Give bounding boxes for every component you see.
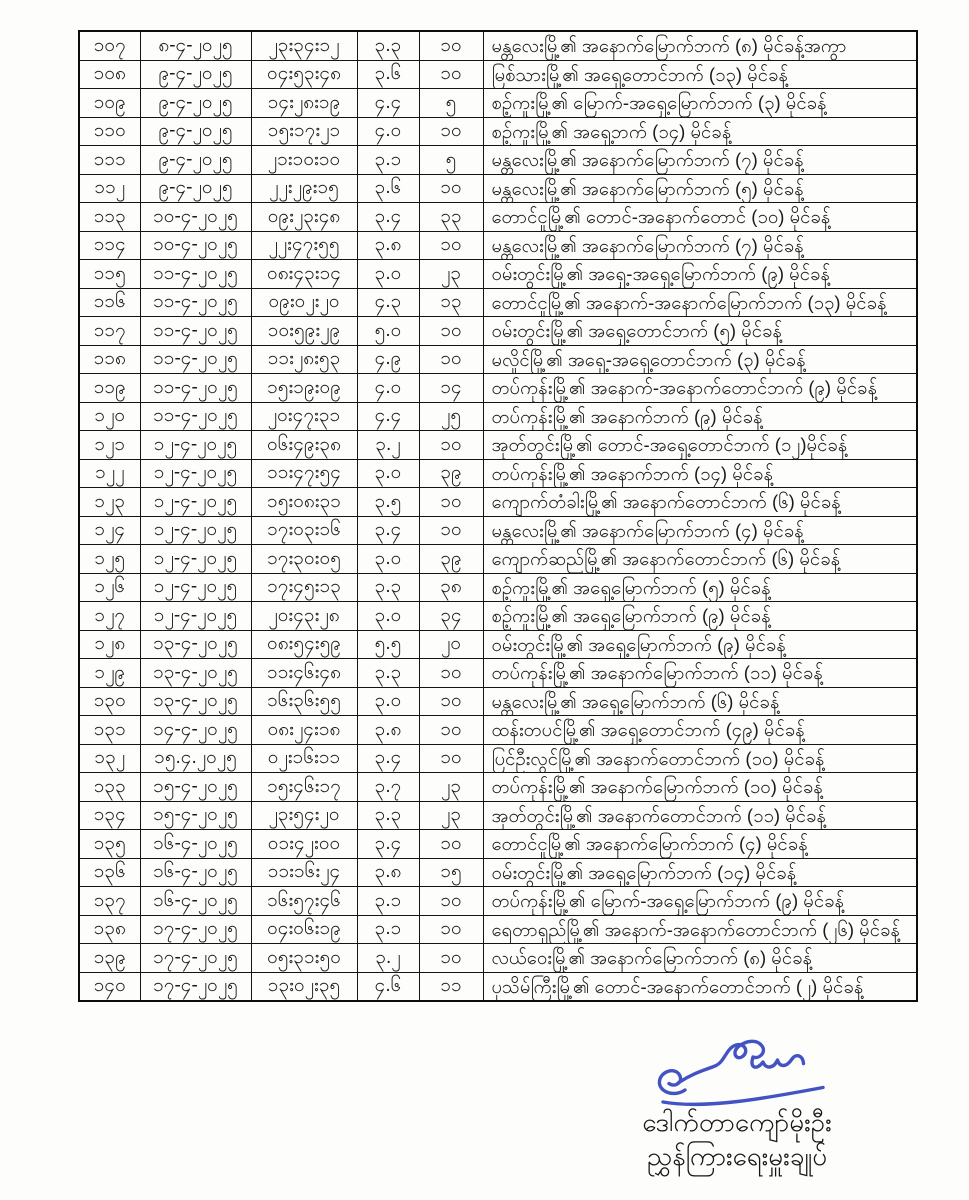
cell-date: ၁၇-၄-၂၀၂၅ [140, 915, 251, 944]
cell-location: မန္တလေးမြို့၏ အရှေ့မြောက်ဘက် (၆) မိုင်ခန့် [483, 687, 917, 716]
cell-time: ၂၁း၁၀း၁၀ [251, 146, 357, 175]
cell-serial-no: ၁၃၂ [79, 744, 140, 773]
cell-date: ၁၃-၄-၂၀၂၅ [140, 659, 251, 688]
cell-location: စဉ့်ကူးမြို့၏ မြောက်-အရှေ့မြောက်ဘက် (၃) မိုင်ခန့် [483, 89, 917, 118]
cell-date: ၁၀-၄-၂၀၂၅ [140, 231, 251, 260]
table-row [79, 117, 917, 146]
cell-location: လယ်ဝေးမြို့၏ အနောက်မြောက်ဘက် (၈) မိုင်ခန့် [483, 944, 917, 973]
cell-depth: ၁၀ [419, 174, 483, 203]
cell-magnitude: ၅.၅ [357, 630, 419, 659]
table-row [79, 801, 917, 830]
cell-magnitude: ၃.၀ [357, 687, 419, 716]
table-row [79, 716, 917, 745]
cell-location: ဝမ်းတွင်းမြို့၏ အရှေ့တောင်ဘက် (၅) မိုင်ခန့် [483, 317, 917, 346]
cell-location: တပ်ကုန်းမြို့၏ အနောက်ဘက် (၁၄) မိုင်ခန့် [483, 459, 917, 488]
cell-location: တပ်ကုန်းမြို့၏ အနောက်ဘက် (၉) မိုင်ခန့် [483, 402, 917, 431]
cell-location: ထန်းတပင်မြို့၏ အရှေ့တောင်ဘက် (၄၉) မိုင်ခန့် [483, 716, 917, 745]
cell-time: ၁၇း၃၀း၀၅ [251, 545, 357, 574]
cell-location: တောင်ငူမြို့၏ အနောက်-အနောက်မြောက်ဘက် (၁၃) မိုင်ခန့် [483, 288, 917, 317]
cell-time: ၁၁း၁၆း၂၄ [251, 858, 357, 887]
cell-location: မလှိုင်မြို့၏ အရှေ့-အရှေ့တောင်ဘက် (၃) မိုင်ခန့် [483, 345, 917, 374]
cell-time: ၂၀း၄၇း၃၁ [251, 402, 357, 431]
cell-date: ၁၁-၄-၂၀၂၅ [140, 345, 251, 374]
cell-serial-no: ၁၃၅ [79, 830, 140, 859]
cell-time: ၁၆း၅၇း၄၆ [251, 887, 357, 916]
cell-depth: ၁၀ [419, 516, 483, 545]
cell-magnitude: ၄.၆ [357, 972, 419, 1001]
cell-magnitude: ၃.၄ [357, 744, 419, 773]
cell-serial-no: ၁၃၉ [79, 944, 140, 973]
table-row [79, 516, 917, 545]
cell-time: ၂၂း၄၇း၅၅ [251, 231, 357, 260]
cell-time: ၀၆း၄၉း၃၈ [251, 431, 357, 460]
cell-serial-no: ၁၃၄ [79, 801, 140, 830]
cell-location: မန္တလေးမြို့၏ အနောက်မြောက်ဘက် (၈) မိုင်ခန့်အကွာ [483, 31, 917, 60]
cell-depth: ၁၀ [419, 915, 483, 944]
table-row [79, 60, 917, 89]
cell-depth: ၁၀ [419, 744, 483, 773]
table-row [79, 345, 917, 374]
cell-depth: ၁၀ [419, 231, 483, 260]
cell-time: ၁၆း၃၆း၅၅ [251, 687, 357, 716]
cell-magnitude: ၃.၁ [357, 887, 419, 916]
cell-date: ၁၂-၄-၂၀၂၅ [140, 488, 251, 517]
cell-time: ၁၄း၂၈း၁၉ [251, 89, 357, 118]
table-row [79, 830, 917, 859]
cell-magnitude: ၃.၇ [357, 773, 419, 802]
cell-date: ၉-၄-၂၀၂၅ [140, 89, 251, 118]
cell-magnitude: ၃.၀ [357, 602, 419, 631]
cell-time: ၁၇း၄၅း၁၃ [251, 573, 357, 602]
cell-time: ၀၈း၅၄း၅၉ [251, 630, 357, 659]
cell-date: ၉-၄-၂၀၂၅ [140, 146, 251, 175]
cell-location: အုတ်တွင်းမြို့၏ အနောက်တောင်ဘက် (၁၁) မိုင်ခန့် [483, 801, 917, 830]
table-row [79, 545, 917, 574]
cell-date: ၁၂-၄-၂၀၂၅ [140, 602, 251, 631]
cell-magnitude: ၄.၀ [357, 117, 419, 146]
cell-depth: ၁၄ [419, 374, 483, 403]
cell-depth: ၃၉ [419, 459, 483, 488]
cell-serial-no: ၁၀၈ [79, 60, 140, 89]
cell-date: ၁၂-၄-၂၀၂၅ [140, 573, 251, 602]
cell-magnitude: ၃.၂ [357, 944, 419, 973]
cell-magnitude: ၃.၃ [357, 659, 419, 688]
cell-magnitude: ၃.၈ [357, 716, 419, 745]
table-row [79, 288, 917, 317]
cell-serial-no: ၁၂၁ [79, 431, 140, 460]
cell-location: ပုသိမ်ကြီးမြို့၏ တောင်-အနောက်တောင်ဘက် (၂) မိုင်ခန့် [483, 972, 917, 1001]
cell-location: တပ်ကုန်းမြို့၏ အနောက်မြောက်ဘက် (၁၁) မိုင်ခန့် [483, 659, 917, 688]
cell-magnitude: ၃.၄ [357, 516, 419, 545]
cell-serial-no: ၁၃၈ [79, 915, 140, 944]
cell-location: မြစ်သားမြို့၏ အရှေ့တောင်ဘက် (၁၃) မိုင်ခန့် [483, 60, 917, 89]
table-row [79, 231, 917, 260]
cell-depth: ၁၀ [419, 488, 483, 517]
cell-location: ရေတာရှည်မြို့၏ အနောက်-အနောက်တောင်ဘက် (၂၆) မိုင်ခန့် [483, 915, 917, 944]
cell-magnitude: ၃.၅ [357, 488, 419, 517]
cell-time: ၂၀း၄၃း၂၈ [251, 602, 357, 631]
table-row [79, 773, 917, 802]
table-row [79, 858, 917, 887]
cell-date: ၁၃-၄-၂၀၂၅ [140, 687, 251, 716]
cell-depth: ၁၀ [419, 31, 483, 60]
cell-date: ၁၃-၄-၂၀၂၅ [140, 630, 251, 659]
cell-magnitude: ၃.၄ [357, 203, 419, 232]
signatory-title: ညွှန်ကြားရေးမှူးချုပ် [646, 1141, 828, 1171]
cell-date: ၁၆-၄-၂၀၂၅ [140, 858, 251, 887]
cell-location: မန္တလေးမြို့၏ အနောက်မြောက်ဘက် (၇) မိုင်ခန့် [483, 231, 917, 260]
cell-depth: ၂၅ [419, 402, 483, 431]
cell-magnitude: ၃.၆ [357, 60, 419, 89]
cell-date: ၁၂-၄-၂၀၂၅ [140, 516, 251, 545]
cell-serial-no: ၁၁၂ [79, 174, 140, 203]
cell-date: ၁၂-၄-၂၀၂၅ [140, 545, 251, 574]
cell-depth: ၁၀ [419, 659, 483, 688]
cell-magnitude: ၄.၃ [357, 288, 419, 317]
cell-serial-no: ၁၁၉ [79, 374, 140, 403]
cell-time: ၁၅း၁၇း၂၁ [251, 117, 357, 146]
cell-date: ၁၆-၄-၂၀၂၅ [140, 887, 251, 916]
table-row [79, 744, 917, 773]
cell-serial-no: ၁၁၄ [79, 231, 140, 260]
cell-time: ၁၅း၄၆း၁၇ [251, 773, 357, 802]
cell-serial-no: ၁၃၇ [79, 887, 140, 916]
cell-time: ၀၄း၀၆း၁၉ [251, 915, 357, 944]
cell-time: ၁၅း၁၉း၀၉ [251, 374, 357, 403]
cell-serial-no: ၁၂၂ [79, 459, 140, 488]
table-row [79, 944, 917, 973]
cell-location: တပ်ကုန်းမြို့၏ မြောက်-အရှေ့မြောက်ဘက် (၉) မိုင်ခန့် [483, 887, 917, 916]
table-row [79, 972, 917, 1001]
cell-serial-no: ၁၁၁ [79, 146, 140, 175]
cell-depth: ၃၉ [419, 545, 483, 574]
cell-serial-no: ၁၁၅ [79, 260, 140, 289]
cell-location: စဉ့်ကူးမြို့၏ အရှေ့ဘက် (၁၄) မိုင်ခန့် [483, 117, 917, 146]
cell-location: တောင်ငူမြို့၏ အနောက်မြောက်ဘက် (၄) မိုင်ခန့် [483, 830, 917, 859]
cell-magnitude: ၃.၀ [357, 459, 419, 488]
cell-date: ၈-၄-၂၀၂၅ [140, 31, 251, 60]
cell-magnitude: ၃.၈ [357, 231, 419, 260]
cell-time: ၂၃း၃၄း၁၂ [251, 31, 357, 60]
table-row [79, 260, 917, 289]
cell-date: ၁၀-၄-၂၀၂၅ [140, 203, 251, 232]
cell-serial-no: ၁၂၇ [79, 602, 140, 631]
cell-depth: ၃၄ [419, 602, 483, 631]
cell-serial-no: ၁၃၀ [79, 687, 140, 716]
cell-magnitude: ၃.၃ [357, 573, 419, 602]
cell-location: ဝမ်းတွင်းမြို့၏ အရှေ့-အရှေ့မြောက်ဘက် (၉) မိုင်ခန့် [483, 260, 917, 289]
cell-depth: ၂၃ [419, 260, 483, 289]
cell-date: ၁၁-၄-၂၀၂၅ [140, 288, 251, 317]
cell-date: ၁၇-၄-၂၀၂၅ [140, 944, 251, 973]
cell-time: ၀၄း၅၃း၄၈ [251, 60, 357, 89]
cell-depth: ၃၃ [419, 203, 483, 232]
table-row [79, 659, 917, 688]
table-row [79, 402, 917, 431]
cell-serial-no: ၁၃၁ [79, 716, 140, 745]
table-row [79, 687, 917, 716]
table-row [79, 374, 917, 403]
cell-date: ၁၁-၄-၂၀၂၅ [140, 260, 251, 289]
cell-depth: ၅ [419, 89, 483, 118]
cell-time: ၁၁း၄၆း၄၈ [251, 659, 357, 688]
signatory-name: ဒေါက်တာကျော်မိုးဦး [642, 1107, 832, 1137]
cell-time: ၀၂း၁၆း၁၁ [251, 744, 357, 773]
cell-magnitude: ၃.၀ [357, 260, 419, 289]
cell-date: ၁၁-၄-၂၀၂၅ [140, 317, 251, 346]
cell-magnitude: ၄.၄ [357, 402, 419, 431]
cell-date: ၁၅-၄-၂၀၂၅ [140, 801, 251, 830]
cell-depth: ၁၀ [419, 345, 483, 374]
cell-magnitude: ၃.၈ [357, 858, 419, 887]
cell-magnitude: ၃.၂ [357, 431, 419, 460]
table-row [79, 31, 917, 60]
cell-depth: ၁၃ [419, 288, 483, 317]
table-row [79, 174, 917, 203]
table-row [79, 602, 917, 631]
table-row [79, 431, 917, 460]
table-row [79, 915, 917, 944]
cell-location: ဝမ်းတွင်းမြို့၏ အရှေ့မြောက်ဘက် (၁၄) မိုင်ခန့် [483, 858, 917, 887]
cell-depth: ၅ [419, 146, 483, 175]
table-row [79, 488, 917, 517]
cell-location: မန္တလေးမြို့၏ အနောက်မြောက်ဘက် (၅) မိုင်ခန့် [483, 174, 917, 203]
cell-date: ၁၆-၄-၂၀၂၅ [140, 830, 251, 859]
cell-magnitude: ၃.၁ [357, 915, 419, 944]
cell-depth: ၁၀ [419, 317, 483, 346]
cell-date: ၁၄-၄-၂၀၂၅ [140, 716, 251, 745]
cell-serial-no: ၁၂၅ [79, 545, 140, 574]
cell-depth: ၁၀ [419, 716, 483, 745]
table-row [79, 573, 917, 602]
cell-time: ၀၉း၀၂း၂၀ [251, 288, 357, 317]
cell-depth: ၁၀ [419, 887, 483, 916]
cell-magnitude: ၃.၀ [357, 545, 419, 574]
cell-depth: ၂၃ [419, 773, 483, 802]
cell-depth: ၁၀ [419, 431, 483, 460]
cell-serial-no: ၁၂၉ [79, 659, 140, 688]
table-row [79, 89, 917, 118]
cell-depth: ၃၈ [419, 573, 483, 602]
cell-magnitude: ၄.၉ [357, 345, 419, 374]
cell-time: ၁၁း၂၈း၅၃ [251, 345, 357, 374]
cell-serial-no: ၁၁၈ [79, 345, 140, 374]
cell-time: ၀၅း၃၁း၅၀ [251, 944, 357, 973]
cell-depth: ၁၀ [419, 60, 483, 89]
cell-magnitude: ၄.၀ [357, 374, 419, 403]
cell-magnitude: ၄.၄ [357, 89, 419, 118]
cell-serial-no: ၁၂၀ [79, 402, 140, 431]
cell-location: မန္တလေးမြို့၏ အနောက်မြောက်ဘက် (၇) မိုင်ခန့် [483, 146, 917, 175]
cell-magnitude: ၃.၄ [357, 830, 419, 859]
cell-time: ၀၁း၄၂း၀၀ [251, 830, 357, 859]
cell-serial-no: ၁၁၀ [79, 117, 140, 146]
cell-location: တပ်ကုန်းမြို့၏ အနောက်-အနောက်တောင်ဘက် (၉) မိုင်ခန့် [483, 374, 917, 403]
cell-date: ၁၇-၄-၂၀၂၅ [140, 972, 251, 1001]
cell-depth: ၁၁ [419, 972, 483, 1001]
cell-date: ၁၁-၄-၂၀၂၅ [140, 402, 251, 431]
cell-location: စဉ့်ကူးမြို့၏ အရှေ့မြောက်ဘက် (၉) မိုင်ခန့် [483, 602, 917, 631]
cell-depth: ၁၀ [419, 117, 483, 146]
cell-time: ၀၈း၄၃း၁၄ [251, 260, 357, 289]
cell-location: တပ်ကုန်းမြို့၏ အနောက်မြောက်ဘက် (၁၀) မိုင်ခန့် [483, 773, 917, 802]
earthquake-table [78, 30, 918, 1002]
cell-date: ၁၂-၄-၂၀၂၅ [140, 459, 251, 488]
cell-depth: ၂၃ [419, 801, 483, 830]
cell-time: ၀၈း၂၄း၁၈ [251, 716, 357, 745]
earthquake-table-body [79, 31, 917, 1001]
cell-serial-no: ၁၃၆ [79, 858, 140, 887]
cell-date: ၁၅-၄-၂၀၂၅ [140, 773, 251, 802]
cell-location: ဝမ်းတွင်းမြို့၏ အရှေ့မြောက်ဘက် (၉) မိုင်ခန့် [483, 630, 917, 659]
cell-date: ၁၁-၄-၂၀၂၅ [140, 374, 251, 403]
cell-location: ကျောက်တံခါးမြို့၏ အနောက်တောင်ဘက် (၆) မိုင်ခန့် [483, 488, 917, 517]
cell-location: တောင်ငူမြို့၏ တောင်-အနောက်တောင် (၁၀) မိုင်ခန့် [483, 203, 917, 232]
cell-time: ၂၃း၅၄း၂၀ [251, 801, 357, 830]
cell-serial-no: ၁၁၇ [79, 317, 140, 346]
cell-time: ၁၀း၅၉း၂၉ [251, 317, 357, 346]
cell-depth: ၁၀ [419, 944, 483, 973]
cell-serial-no: ၁၂၈ [79, 630, 140, 659]
cell-date: ၉-၄-၂၀၂၅ [140, 117, 251, 146]
cell-time: ၁၃း၀၂း၃၅ [251, 972, 357, 1001]
cell-depth: ၁၀ [419, 830, 483, 859]
cell-magnitude: ၃.၆ [357, 174, 419, 203]
cell-date: ၁၅.၄.၂၀၂၅ [140, 744, 251, 773]
cell-serial-no: ၁၁၃ [79, 203, 140, 232]
table-row [79, 203, 917, 232]
cell-serial-no: ၁၂၃ [79, 488, 140, 517]
cell-serial-no: ၁၁၆ [79, 288, 140, 317]
cell-location: မန္တလေးမြို့၏ အနောက်မြောက်ဘက် (၄) မိုင်ခန့် [483, 516, 917, 545]
cell-serial-no: ၁၀၇ [79, 31, 140, 60]
cell-time: ၁၁း၄၇း၅၄ [251, 459, 357, 488]
table-row [79, 459, 917, 488]
table-row [79, 887, 917, 916]
cell-magnitude: ၃.၃ [357, 801, 419, 830]
table-row [79, 317, 917, 346]
cell-time: ၀၉း၂၃း၄၈ [251, 203, 357, 232]
cell-depth: ၂၀ [419, 630, 483, 659]
cell-location: ကျောက်ဆည်မြို့၏ အနောက်တောင်ဘက် (၆) မိုင်ခန့် [483, 545, 917, 574]
cell-serial-no: ၁၀၉ [79, 89, 140, 118]
cell-magnitude: ၃.၃ [357, 31, 419, 60]
cell-depth: ၁၀ [419, 687, 483, 716]
cell-date: ၁၂-၄-၂၀၂၅ [140, 431, 251, 460]
cell-serial-no: ၁၃၃ [79, 773, 140, 802]
table-row [79, 146, 917, 175]
cell-magnitude: ၃.၁ [357, 146, 419, 175]
cell-time: ၁၇း၀၃း၁၆ [251, 516, 357, 545]
cell-date: ၉-၄-၂၀၂၅ [140, 60, 251, 89]
cell-serial-no: ၁၂၆ [79, 573, 140, 602]
table-row [79, 630, 917, 659]
cell-date: ၉-၄-၂၀၂၅ [140, 174, 251, 203]
cell-time: ၂၂း၂၉း၁၅ [251, 174, 357, 203]
cell-magnitude: ၅.၀ [357, 317, 419, 346]
cell-location: ပြင်ဦးလွင်မြို့၏ အနောက်တောင်ဘက် (၁၀) မိုင်ခန့် [483, 744, 917, 773]
cell-serial-no: ၁၂၄ [79, 516, 140, 545]
signature-block [587, 1030, 887, 1200]
cell-time: ၁၅း၀၈း၃၁ [251, 488, 357, 517]
cell-location: အုတ်တွင်းမြို့၏ တောင်-အရှေ့တောင်ဘက် (၁၂)မိုင်ခန့် [483, 431, 917, 460]
cell-location: စဉ့်ကူးမြို့၏ အရှေ့မြောက်ဘက် (၅) မိုင်ခန့် [483, 573, 917, 602]
cell-serial-no: ၁၄၀ [79, 972, 140, 1001]
cell-depth: ၁၅ [419, 858, 483, 887]
